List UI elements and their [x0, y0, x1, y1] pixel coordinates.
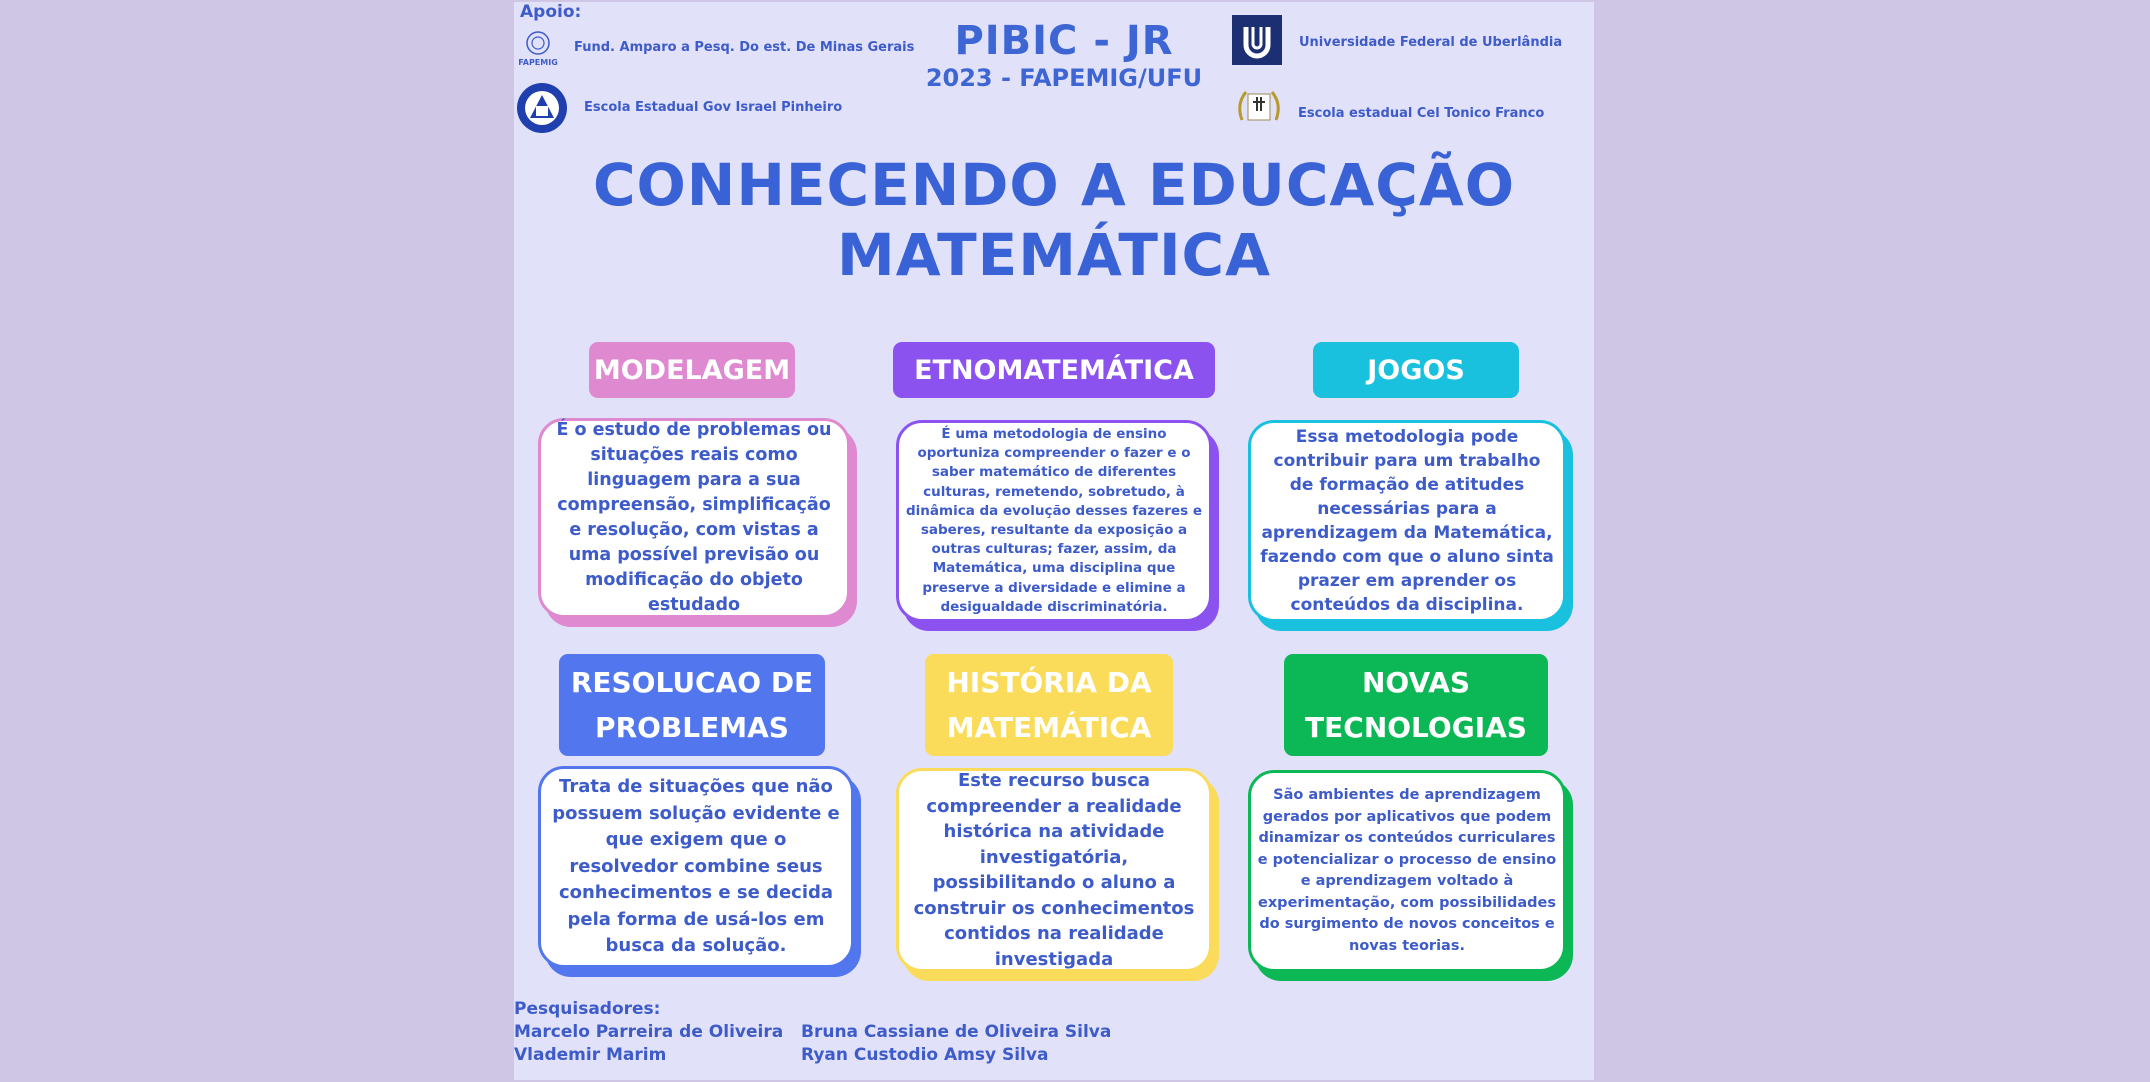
ufu-name: Universidade Federal de Uberlândia: [1299, 35, 1563, 50]
card-resolucao-de-problemas: [538, 766, 854, 968]
card-resolucao-de-problemas-text: Trata de situações que não possuem solução evidente e que exigem que o resolvedor combine seus conhecimentos e se decida pela forma de usá-los em busca da solução.: [552, 776, 840, 957]
card-modelagem: [538, 418, 850, 618]
escola-tonico-franco-name: Escola estadual Cel Tonico Franco: [1298, 106, 1545, 121]
card-novas-tecnologias: [1248, 770, 1566, 972]
tag-novas-tecnologias: NOVAS TECNOLOGIAS: [1284, 654, 1548, 756]
main-title-line2: MATEMÁTICA: [837, 221, 1271, 289]
tag-etnomatematica: ETNOMATEMÁTICA: [893, 342, 1215, 398]
fapemig-logo: [518, 28, 558, 68]
apoio-label: Apoio:: [520, 2, 582, 22]
tag-jogos: JOGOS: [1313, 342, 1519, 398]
card-jogos-text: Essa metodologia pode contribuir para um trabalho de formação de atitudes necessárias para a aprendizagem da Matemática, fazendo com que o aluno sinta prazer em aprender os conteúdos da disciplina.: [1260, 427, 1554, 615]
tag-modelagem: MODELAGEM: [589, 342, 795, 398]
researchers-label: Pesquisadores:: [514, 999, 661, 1019]
researcher-name: Vlademir Marim: [514, 1045, 667, 1065]
escola-israel-pinheiro-name: Escola Estadual Gov Israel Pinheiro: [584, 100, 843, 115]
poster: [514, 2, 1594, 1080]
card-etnomatematica: [896, 420, 1212, 622]
ufu-logo: [1232, 15, 1282, 65]
researcher-name: Bruna Cassiane de Oliveira Silva: [801, 1022, 1112, 1042]
escola-tonico-franco-logo: [1232, 80, 1286, 134]
program-subtitle: 2023 - FAPEMIG/UFU: [925, 64, 1203, 92]
researcher-name: Marcelo Parreira de Oliveira: [514, 1022, 784, 1042]
program-title: PIBIC - JR: [954, 18, 1174, 64]
escola-israel-pinheiro-logo: [516, 82, 568, 134]
tag-resolucao-de-problemas: RESOLUCAO DE PROBLEMAS: [559, 654, 825, 756]
tag-historia-da-matematica: HISTÓRIA DA MATEMÁTICA: [925, 654, 1173, 756]
fapemig-name: Fund. Amparo a Pesq. Do est. De Minas Gerais: [574, 40, 915, 55]
card-modelagem-text: É o estudo de problemas ou situações reais como linguagem para a sua compreensão, simplificação e resolução, com vistas a uma possível previsão ou modificação do objeto estudado: [556, 420, 832, 615]
card-etnomatematica-text: É uma metodologia de ensino oportuniza compreender o fazer e o saber matemático de diferentes culturas, remetendo, sobretudo, à dinâmica da evolução desses fazeres e saberes, resultante da exposição a outras culturas; fazer, assim, da Matemática, uma disciplina que preserve a diversidade e elimine a desigualdade discriminatória.: [905, 425, 1203, 615]
card-jogos: [1248, 420, 1566, 622]
card-historia-da-matematica-text: Este recurso busca compreender a realidade histórica na atividade investigatória, possibilitando o aluno a construir os conhecimentos contidos na realidade investigada: [913, 770, 1195, 970]
researcher-name: Ryan Custodio Amsy Silva: [801, 1045, 1049, 1065]
main-title-line1: CONHECENDO A EDUCAÇÃO: [592, 151, 1516, 219]
card-novas-tecnologias-text: São ambientes de aprendizagem gerados por aplicativos que podem dinamizar os conteúdos curriculares e potencializar o processo de ensino e aprendizagem voltado à experimentação, com possibilidades do surgimento de novos conceitos e novas teorias.: [1257, 787, 1557, 954]
card-historia-da-matematica: [896, 768, 1212, 972]
main-title: [574, 150, 1534, 290]
svg-text:FAPEMIG: FAPEMIG: [518, 58, 558, 67]
